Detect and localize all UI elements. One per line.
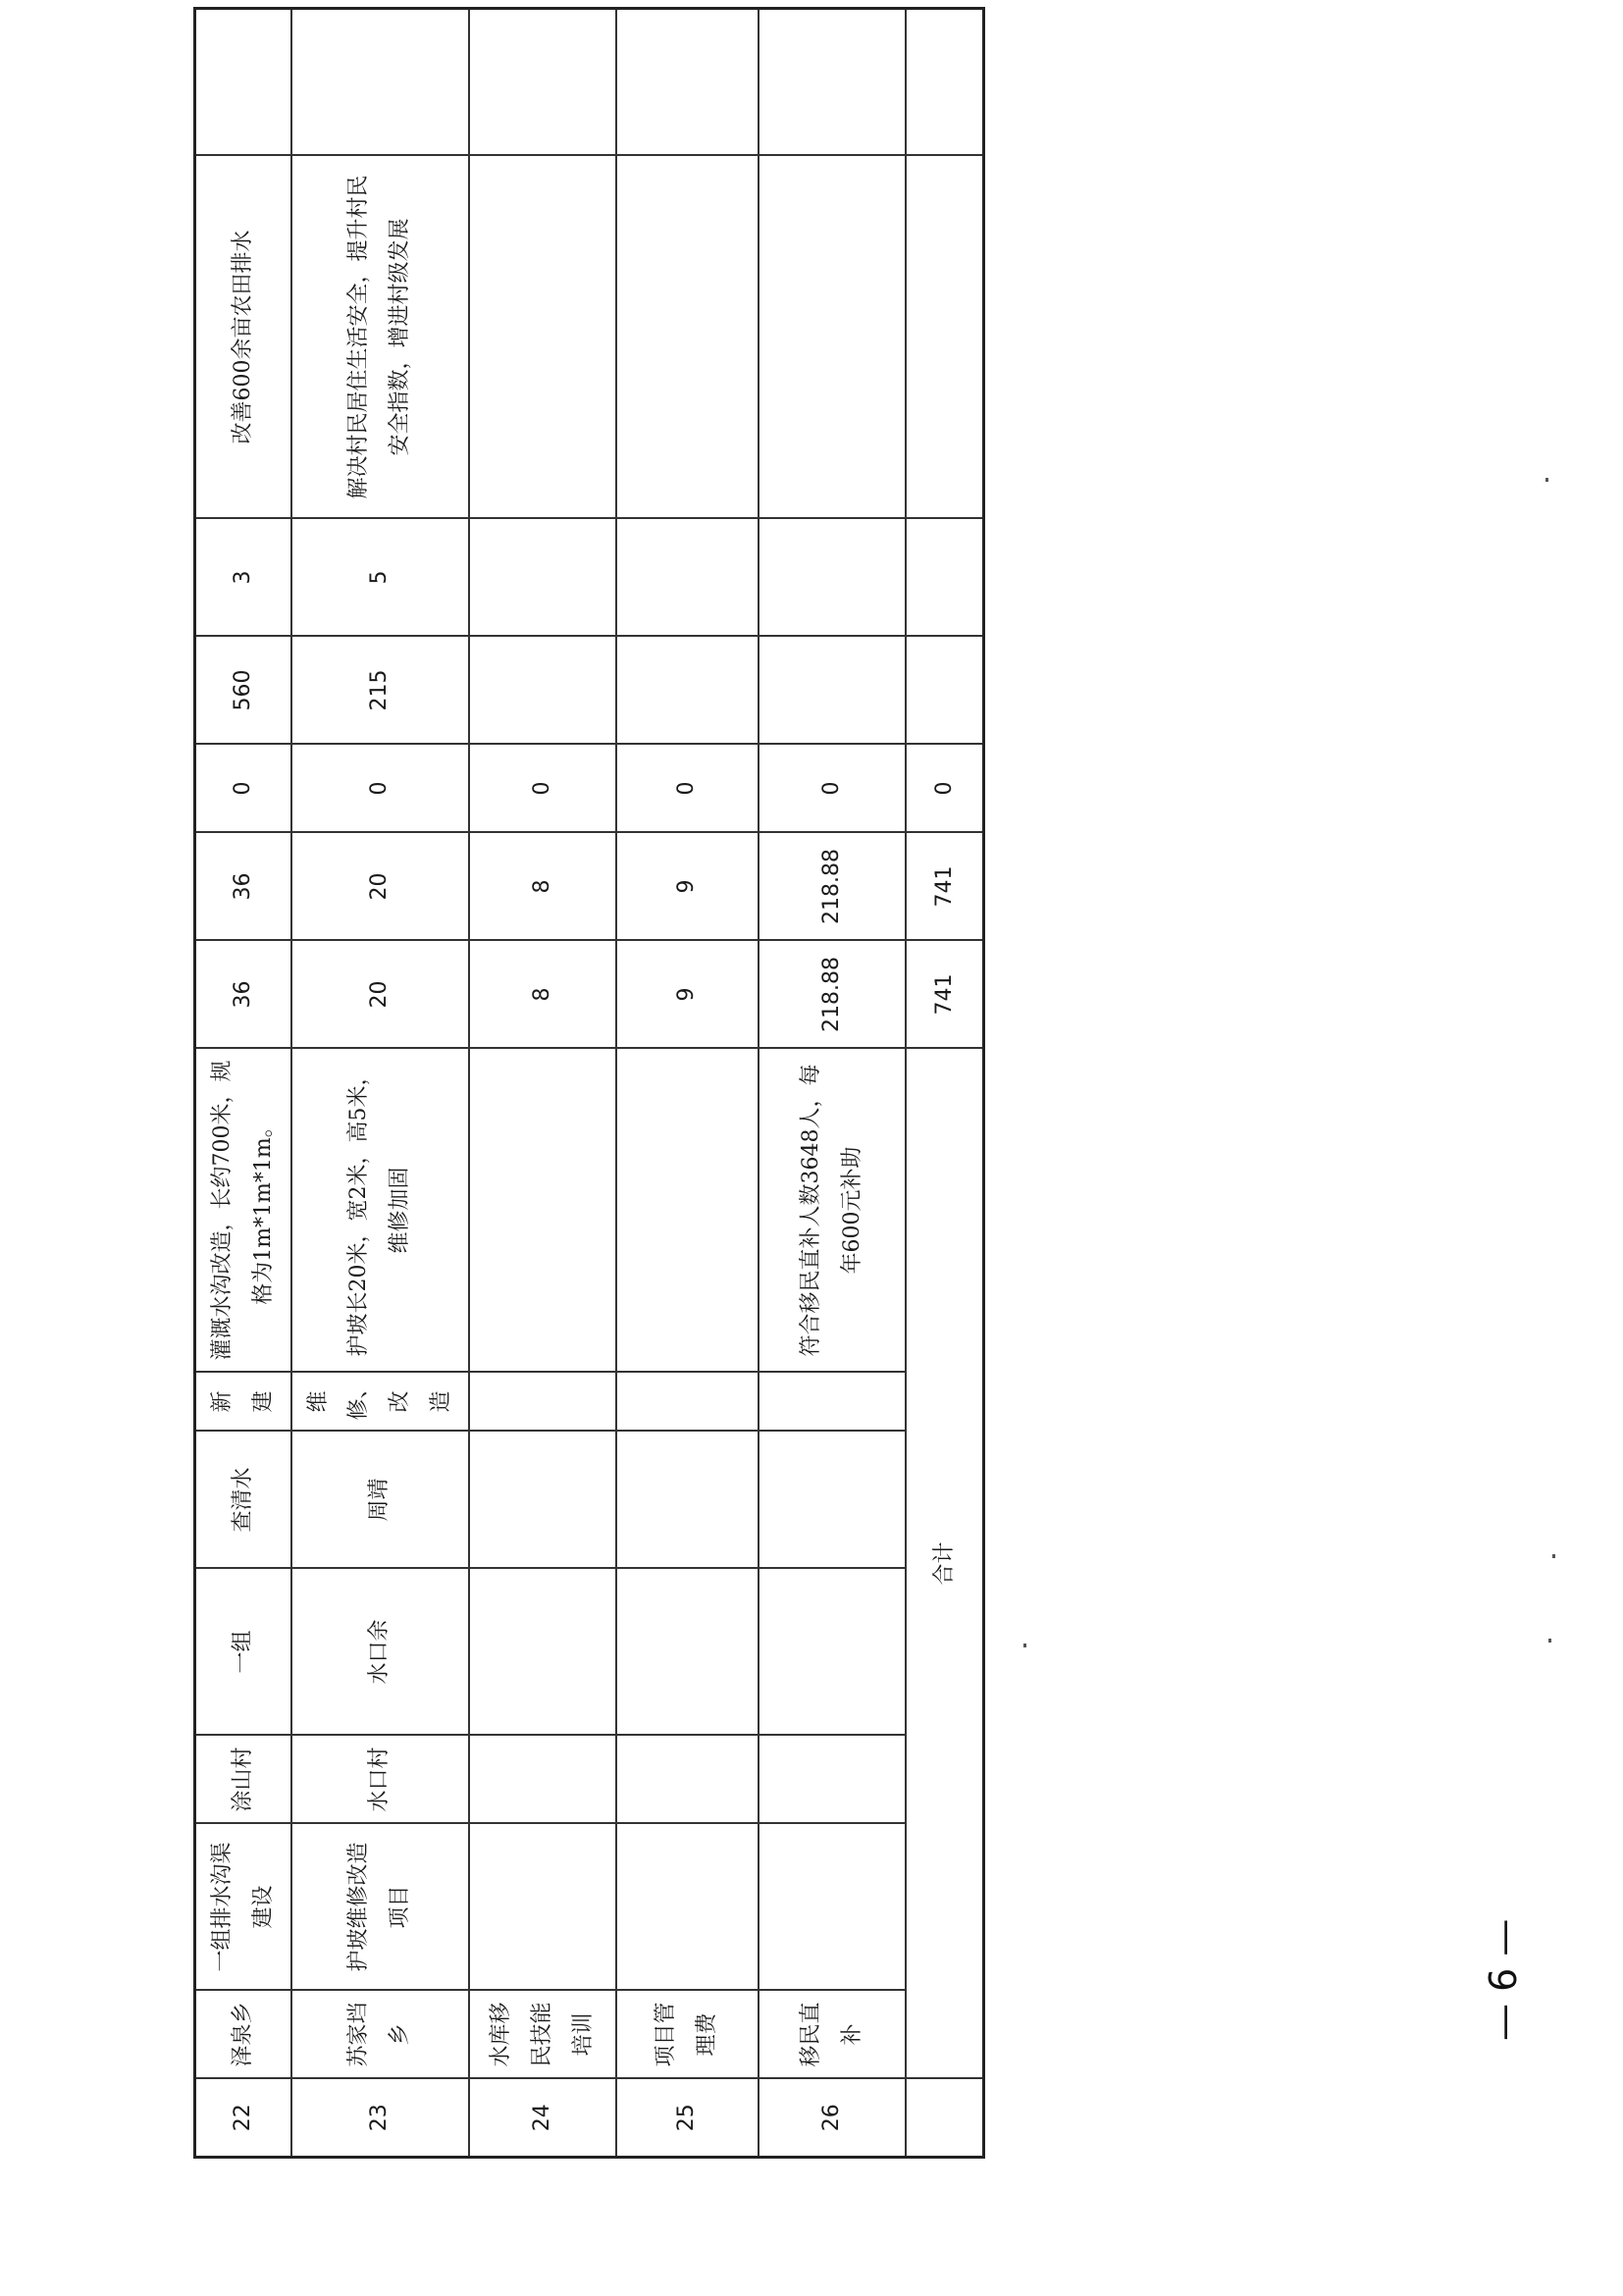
table-frame [193, 157, 969, 2159]
construction-content-cell: 灌溉水沟改造，长约700米，规格为1m*1m*1m。 [195, 1049, 291, 1373]
summary-blank-cell [906, 9, 984, 156]
build-type-cell [469, 1373, 616, 1432]
summary-row [906, 9, 984, 2158]
project-name-cell: 一组排水沟渠建设 [195, 1824, 291, 1991]
build-type-cell: 新建 [195, 1373, 291, 1432]
benefit-cell [616, 156, 759, 519]
construction-content-cell [616, 1049, 759, 1373]
remark-cell [616, 9, 759, 156]
group-cell: 一组 [195, 1569, 291, 1736]
village-cell [616, 1736, 759, 1824]
summary-total-cell: 741 [906, 941, 984, 1049]
group-cell [616, 1569, 759, 1736]
total-investment-cell: 218.88 [759, 941, 906, 1049]
village-cell: 水口村 [291, 1736, 469, 1824]
construction-content-cell: 符合移民直补人数3648人，每年600元补助 [759, 1049, 906, 1373]
beneficiary-count-cell [759, 637, 906, 745]
household-cell: 周靖 [291, 1432, 469, 1569]
total-investment-cell: 8 [469, 941, 616, 1049]
village-cell [469, 1736, 616, 1824]
beneficiary-count-cell [616, 637, 759, 745]
unit-cell: 项目管理费 [616, 1991, 759, 2079]
row-number: 22 [195, 2079, 291, 2158]
summary-self-raised-cell: 0 [906, 745, 984, 833]
total-investment-cell: 36 [195, 941, 291, 1049]
row-number: 23 [291, 2079, 469, 2158]
table-row [291, 9, 469, 2158]
benefit-cell: 改善600余亩农田排水 [195, 156, 291, 519]
self-raised-cell: 0 [469, 745, 616, 833]
project-name-cell: 护坡维修改造项目 [291, 1824, 469, 1991]
unit-cell: 泽泉乡 [195, 1991, 291, 2079]
construction-content-cell [469, 1049, 616, 1373]
project-name-cell [469, 1824, 616, 1991]
project-table [193, 7, 985, 2159]
build-type-cell [759, 1373, 906, 1432]
household-cell [759, 1432, 906, 1569]
summary-fund-cell: 741 [906, 833, 984, 941]
remark-cell [291, 9, 469, 156]
self-raised-cell: 0 [759, 745, 906, 833]
remark-cell [469, 9, 616, 156]
summary-label-cell: 合计 [906, 1049, 984, 2079]
group-cell [469, 1569, 616, 1736]
beneficiary-count-cell: 560 [195, 637, 291, 745]
beneficiary-count-cell [469, 637, 616, 745]
row-number: 26 [759, 2079, 906, 2158]
project-name-cell [616, 1824, 759, 1991]
unit-cell: 水库移民技能培训 [469, 1991, 616, 2079]
subsidy-fund-cell: 218.88 [759, 833, 906, 941]
page-number: — 6 — [1482, 1918, 1525, 2041]
group-cell [759, 1569, 906, 1736]
self-raised-cell: 0 [291, 745, 469, 833]
summary-blank-cell [906, 637, 984, 745]
poor-household-cell: 5 [291, 519, 469, 637]
remark-cell [195, 9, 291, 156]
benefit-cell [469, 156, 616, 519]
poor-household-cell [616, 519, 759, 637]
summary-blank-cell [906, 156, 984, 519]
construction-content-cell: 护坡长20米，宽2米，高5米，维修加固 [291, 1049, 469, 1373]
scan-speck [1545, 478, 1548, 482]
beneficiary-count-cell: 215 [291, 637, 469, 745]
table-row [469, 9, 616, 2158]
unit-cell: 苏家垱乡 [291, 1991, 469, 2079]
self-raised-cell: 0 [616, 745, 759, 833]
table-row [195, 9, 291, 2158]
subsidy-fund-cell: 20 [291, 833, 469, 941]
household-cell: 查清水 [195, 1432, 291, 1569]
table-row [616, 9, 759, 2158]
build-type-cell: 维修、改造 [291, 1373, 469, 1432]
village-cell [759, 1736, 906, 1824]
subsidy-fund-cell: 8 [469, 833, 616, 941]
self-raised-cell: 0 [195, 745, 291, 833]
poor-household-cell [759, 519, 906, 637]
benefit-cell: 解决村民居住生活安全，提升村民安全指数，增进村级发展 [291, 156, 469, 519]
summary-blank-cell [906, 519, 984, 637]
village-cell: 涂山村 [195, 1736, 291, 1824]
benefit-cell [759, 156, 906, 519]
table-row [759, 9, 906, 2158]
group-cell: 水口余 [291, 1569, 469, 1736]
remark-cell [759, 9, 906, 156]
poor-household-cell [469, 519, 616, 637]
total-investment-cell: 9 [616, 941, 759, 1049]
row-number: 25 [616, 2079, 759, 2158]
summary-blank-cell [906, 2079, 984, 2158]
subsidy-fund-cell: 9 [616, 833, 759, 941]
household-cell [469, 1432, 616, 1569]
scan-speck [1023, 1644, 1026, 1647]
project-name-cell [759, 1824, 906, 1991]
scan-speck [1548, 1639, 1551, 1643]
total-investment-cell: 20 [291, 941, 469, 1049]
scan-speck [1552, 1554, 1555, 1558]
row-number: 24 [469, 2079, 616, 2158]
household-cell [616, 1432, 759, 1569]
build-type-cell [616, 1373, 759, 1432]
subsidy-fund-cell: 36 [195, 833, 291, 941]
unit-cell: 移民直补 [759, 1991, 906, 2079]
poor-household-cell: 3 [195, 519, 291, 637]
